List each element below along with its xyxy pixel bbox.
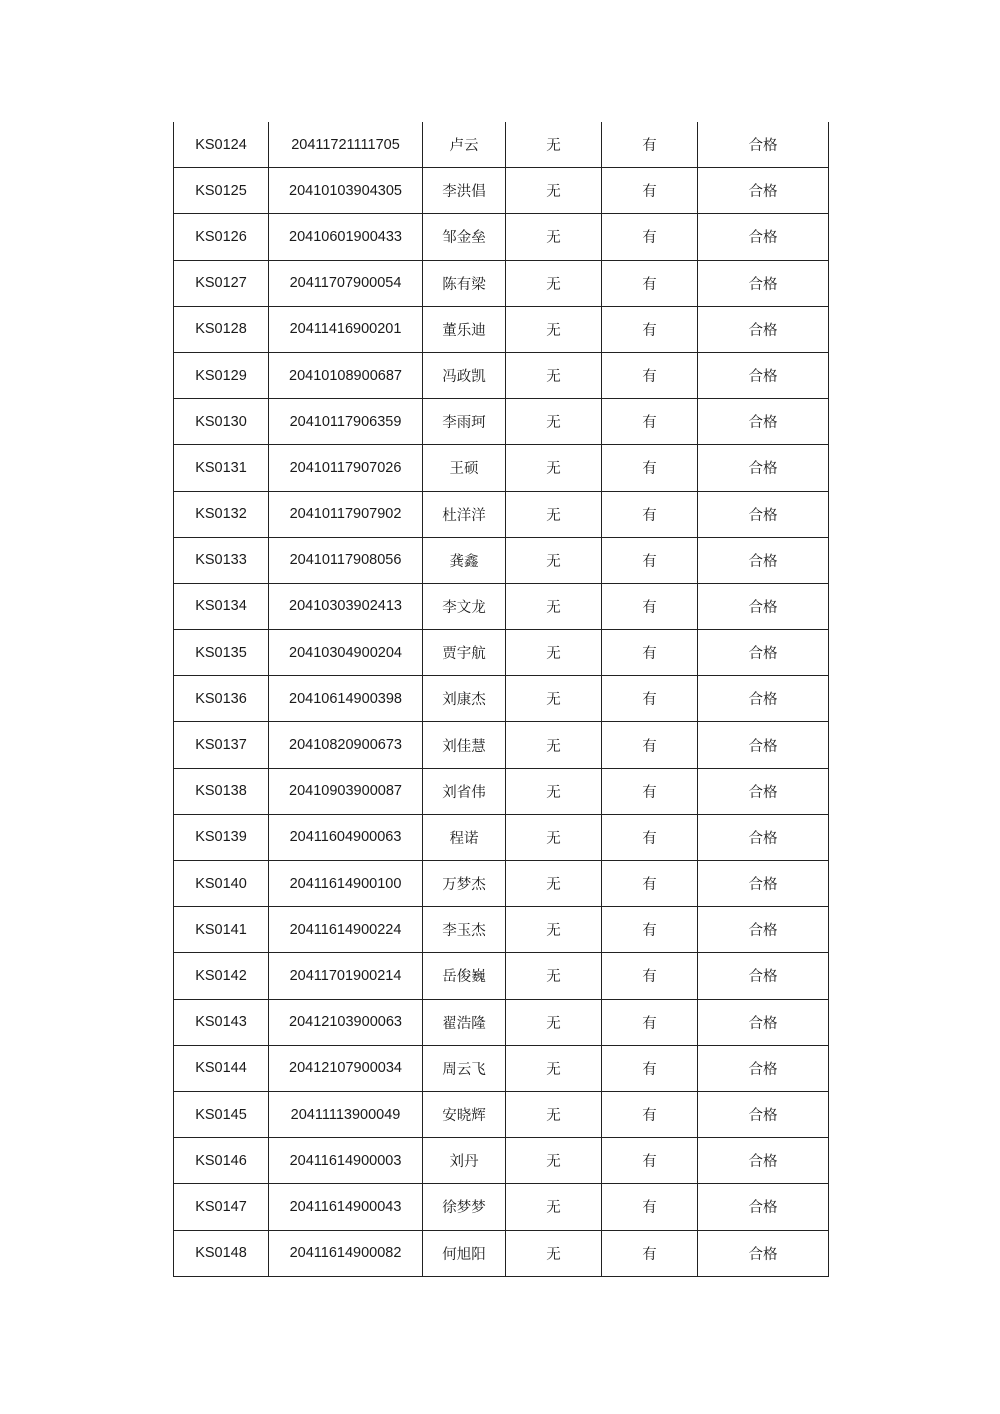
- col5-cell: 有: [602, 1045, 698, 1091]
- result-cell: 合格: [698, 999, 829, 1045]
- candidate-id-cell: KS0142: [174, 953, 269, 999]
- candidate-name-cell: 刘康杰: [423, 676, 506, 722]
- table-row: [174, 861, 829, 907]
- col4-cell: 无: [506, 1184, 602, 1230]
- candidate-id-cell: KS0137: [174, 722, 269, 768]
- candidate-name-cell: 刘佳慧: [423, 722, 506, 768]
- col5-cell: 有: [602, 630, 698, 676]
- table-row: [174, 583, 829, 629]
- col4-cell: 无: [506, 768, 602, 814]
- candidate-number-cell: 20410304900204: [269, 630, 423, 676]
- candidate-name-cell: 岳俊巍: [423, 953, 506, 999]
- col4-cell: 无: [506, 537, 602, 583]
- table-row: [174, 768, 829, 814]
- candidate-name-cell: 董乐迪: [423, 306, 506, 352]
- candidate-name-cell: 陈有梁: [423, 260, 506, 306]
- col5-cell: 有: [602, 861, 698, 907]
- result-cell: 合格: [698, 537, 829, 583]
- candidate-name-cell: 李文龙: [423, 583, 506, 629]
- col5-cell: 有: [602, 999, 698, 1045]
- col4-cell: 无: [506, 861, 602, 907]
- candidate-number-cell: 20411614900100: [269, 861, 423, 907]
- result-cell: 合格: [698, 768, 829, 814]
- candidate-number-cell: 20411614900043: [269, 1184, 423, 1230]
- result-cell: 合格: [698, 953, 829, 999]
- col5-cell: 有: [602, 907, 698, 953]
- candidate-id-cell: KS0136: [174, 676, 269, 722]
- result-cell: 合格: [698, 445, 829, 491]
- result-cell: 合格: [698, 1091, 829, 1137]
- candidate-name-cell: 安晓辉: [423, 1091, 506, 1137]
- col5-cell: 有: [602, 260, 698, 306]
- candidate-number-cell: 20411614900082: [269, 1230, 423, 1276]
- candidate-name-cell: 冯政凯: [423, 352, 506, 398]
- candidate-id-cell: KS0126: [174, 214, 269, 260]
- col5-cell: 有: [602, 583, 698, 629]
- col4-cell: 无: [506, 352, 602, 398]
- table-row: [174, 399, 829, 445]
- table-row: [174, 907, 829, 953]
- result-cell: 合格: [698, 1138, 829, 1184]
- candidate-id-cell: KS0147: [174, 1184, 269, 1230]
- candidate-id-cell: KS0131: [174, 445, 269, 491]
- candidate-id-cell: KS0128: [174, 306, 269, 352]
- col5-cell: 有: [602, 214, 698, 260]
- candidate-name-cell: 万梦杰: [423, 861, 506, 907]
- table-row: [174, 1230, 829, 1276]
- candidate-number-cell: 20410820900673: [269, 722, 423, 768]
- col5-cell: 有: [602, 445, 698, 491]
- col4-cell: 无: [506, 814, 602, 860]
- result-cell: 合格: [698, 907, 829, 953]
- candidate-name-cell: 何旭阳: [423, 1230, 506, 1276]
- col5-cell: 有: [602, 122, 698, 168]
- col4-cell: 无: [506, 122, 602, 168]
- candidate-name-cell: 杜洋洋: [423, 491, 506, 537]
- table-row: [174, 168, 829, 214]
- candidate-id-cell: KS0146: [174, 1138, 269, 1184]
- candidate-number-cell: 20411113900049: [269, 1091, 423, 1137]
- col5-cell: 有: [602, 537, 698, 583]
- candidate-number-cell: 20410614900398: [269, 676, 423, 722]
- table-row: [174, 676, 829, 722]
- candidate-id-cell: KS0141: [174, 907, 269, 953]
- col4-cell: 无: [506, 445, 602, 491]
- candidate-number-cell: 20410117907902: [269, 491, 423, 537]
- candidate-name-cell: 卢云: [423, 122, 506, 168]
- table-row: [174, 630, 829, 676]
- col4-cell: 无: [506, 630, 602, 676]
- candidate-number-cell: 20410117907026: [269, 445, 423, 491]
- col5-cell: 有: [602, 352, 698, 398]
- table-row: [174, 1184, 829, 1230]
- candidate-number-cell: 20410601900433: [269, 214, 423, 260]
- candidate-id-cell: KS0145: [174, 1091, 269, 1137]
- col4-cell: 无: [506, 306, 602, 352]
- candidate-name-cell: 周云飞: [423, 1045, 506, 1091]
- candidate-name-cell: 龚鑫: [423, 537, 506, 583]
- candidate-id-cell: KS0130: [174, 399, 269, 445]
- table-row: [174, 722, 829, 768]
- table-row: [174, 122, 829, 168]
- result-cell: 合格: [698, 399, 829, 445]
- candidate-id-cell: KS0125: [174, 168, 269, 214]
- candidate-name-cell: 程诺: [423, 814, 506, 860]
- candidate-id-cell: KS0139: [174, 814, 269, 860]
- col5-cell: 有: [602, 768, 698, 814]
- col5-cell: 有: [602, 168, 698, 214]
- col5-cell: 有: [602, 399, 698, 445]
- candidate-number-cell: 20412107900034: [269, 1045, 423, 1091]
- result-cell: 合格: [698, 1230, 829, 1276]
- result-cell: 合格: [698, 583, 829, 629]
- candidate-number-cell: 20410303902413: [269, 583, 423, 629]
- col4-cell: 无: [506, 953, 602, 999]
- candidate-number-cell: 20412103900063: [269, 999, 423, 1045]
- candidate-name-cell: 李玉杰: [423, 907, 506, 953]
- col4-cell: 无: [506, 907, 602, 953]
- col5-cell: 有: [602, 953, 698, 999]
- candidate-name-cell: 刘省伟: [423, 768, 506, 814]
- result-cell: 合格: [698, 260, 829, 306]
- result-cell: 合格: [698, 352, 829, 398]
- candidate-number-cell: 20411721111705: [269, 122, 423, 168]
- result-cell: 合格: [698, 861, 829, 907]
- table-row: [174, 999, 829, 1045]
- result-cell: 合格: [698, 306, 829, 352]
- candidate-id-cell: KS0144: [174, 1045, 269, 1091]
- candidate-name-cell: 王硕: [423, 445, 506, 491]
- table-row: [174, 1138, 829, 1184]
- candidate-number-cell: 20410117906359: [269, 399, 423, 445]
- roster-table: [173, 122, 829, 1277]
- table-row: [174, 306, 829, 352]
- col5-cell: 有: [602, 306, 698, 352]
- candidate-name-cell: 李雨珂: [423, 399, 506, 445]
- result-cell: 合格: [698, 722, 829, 768]
- candidate-id-cell: KS0124: [174, 122, 269, 168]
- candidate-number-cell: 20411416900201: [269, 306, 423, 352]
- col5-cell: 有: [602, 676, 698, 722]
- result-cell: 合格: [698, 214, 829, 260]
- candidate-name-cell: 刘丹: [423, 1138, 506, 1184]
- result-cell: 合格: [698, 1184, 829, 1230]
- col4-cell: 无: [506, 1138, 602, 1184]
- table-row: [174, 953, 829, 999]
- table-row: [174, 491, 829, 537]
- candidate-number-cell: 20410108900687: [269, 352, 423, 398]
- col5-cell: 有: [602, 1138, 698, 1184]
- col5-cell: 有: [602, 722, 698, 768]
- candidate-number-cell: 20411701900214: [269, 953, 423, 999]
- col4-cell: 无: [506, 1091, 602, 1137]
- candidate-name-cell: 邹金垒: [423, 214, 506, 260]
- candidate-name-cell: 李洪倡: [423, 168, 506, 214]
- result-cell: 合格: [698, 122, 829, 168]
- col4-cell: 无: [506, 999, 602, 1045]
- table-row: [174, 214, 829, 260]
- col4-cell: 无: [506, 1045, 602, 1091]
- result-cell: 合格: [698, 491, 829, 537]
- col4-cell: 无: [506, 214, 602, 260]
- result-cell: 合格: [698, 630, 829, 676]
- candidate-id-cell: KS0140: [174, 861, 269, 907]
- col4-cell: 无: [506, 399, 602, 445]
- candidate-id-cell: KS0143: [174, 999, 269, 1045]
- candidate-number-cell: 20411604900063: [269, 814, 423, 860]
- candidate-id-cell: KS0138: [174, 768, 269, 814]
- table-row: [174, 1045, 829, 1091]
- candidate-number-cell: 20410103904305: [269, 168, 423, 214]
- col4-cell: 无: [506, 168, 602, 214]
- candidate-number-cell: 20410117908056: [269, 537, 423, 583]
- candidate-number-cell: 20411614900003: [269, 1138, 423, 1184]
- candidate-id-cell: KS0148: [174, 1230, 269, 1276]
- result-cell: 合格: [698, 168, 829, 214]
- result-cell: 合格: [698, 814, 829, 860]
- table-row: [174, 445, 829, 491]
- candidate-id-cell: KS0127: [174, 260, 269, 306]
- table-row: [174, 260, 829, 306]
- candidate-id-cell: KS0133: [174, 537, 269, 583]
- col5-cell: 有: [602, 814, 698, 860]
- col4-cell: 无: [506, 722, 602, 768]
- col5-cell: 有: [602, 1091, 698, 1137]
- table-row: [174, 814, 829, 860]
- col4-cell: 无: [506, 1230, 602, 1276]
- candidate-name-cell: 徐梦梦: [423, 1184, 506, 1230]
- candidate-number-cell: 20410903900087: [269, 768, 423, 814]
- table-row: [174, 537, 829, 583]
- table-row: [174, 1091, 829, 1137]
- col4-cell: 无: [506, 583, 602, 629]
- candidate-id-cell: KS0132: [174, 491, 269, 537]
- col5-cell: 有: [602, 1230, 698, 1276]
- col4-cell: 无: [506, 260, 602, 306]
- candidate-number-cell: 20411614900224: [269, 907, 423, 953]
- candidate-id-cell: KS0135: [174, 630, 269, 676]
- col5-cell: 有: [602, 1184, 698, 1230]
- candidate-name-cell: 贾宇航: [423, 630, 506, 676]
- col4-cell: 无: [506, 491, 602, 537]
- candidate-number-cell: 20411707900054: [269, 260, 423, 306]
- col4-cell: 无: [506, 676, 602, 722]
- table-row: [174, 352, 829, 398]
- roster-table-body: [174, 122, 829, 1276]
- candidate-id-cell: KS0134: [174, 583, 269, 629]
- candidate-name-cell: 翟浩隆: [423, 999, 506, 1045]
- result-cell: 合格: [698, 1045, 829, 1091]
- result-cell: 合格: [698, 676, 829, 722]
- candidate-id-cell: KS0129: [174, 352, 269, 398]
- col5-cell: 有: [602, 491, 698, 537]
